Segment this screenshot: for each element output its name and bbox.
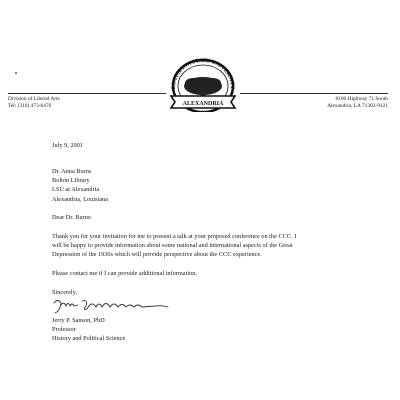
signer-department: History and Political Science — [52, 335, 126, 343]
recipient-line: Bolton Library — [52, 177, 90, 185]
recipient-line: Alexandria, Louisiana — [52, 195, 108, 203]
stray-mark — [15, 72, 17, 74]
body-line: will be happy to provide information about some national and international aspects of the Great — [52, 242, 293, 250]
recipient-name: Dr. Anna Burns — [52, 168, 92, 175]
seal-arc-text: LOUISIANA STATE UNIVERSITY — [170, 57, 236, 90]
department-name: Division of Liberal Arts — [8, 96, 60, 102]
department-phone: Tel: (318) 473-6470 — [8, 103, 52, 109]
letterhead-rule-right — [240, 93, 388, 94]
signer-title: Professor — [52, 326, 76, 334]
salutation: Dear Dr. Burns: — [52, 214, 93, 221]
body-line: Thank you for your invitation for me to present a talk at your proposed conference on the CCC. I — [52, 233, 297, 240]
signer-block — [52, 316, 125, 344]
city-state-zip: Alexandria, LA 71302-9121 — [327, 103, 388, 109]
letterhead-rule-left — [8, 93, 166, 94]
contact-paragraph: Please contact me if I can provide additional information. — [52, 270, 197, 277]
street-address: 8100 Highway 71 South — [335, 96, 388, 102]
seal-banner-text: ALEXANDRIA — [182, 101, 224, 107]
university-seal-logo — [163, 52, 243, 112]
handwritten-signature — [52, 297, 172, 315]
signer-name: Jerry P. Sanson, PhD — [52, 317, 105, 324]
recipient-address — [52, 167, 108, 204]
body-paragraph — [52, 232, 296, 260]
closing: Sincerely, — [52, 289, 77, 296]
body-line: Depression of the 1930s which will provide perspective about the CCC experience. — [52, 251, 262, 259]
letter-date: July 9, 2001 — [52, 142, 83, 149]
letterhead-right-block — [327, 96, 388, 110]
letterhead-left-block — [8, 96, 60, 110]
recipient-line: LSU at Alexandria — [52, 186, 100, 194]
